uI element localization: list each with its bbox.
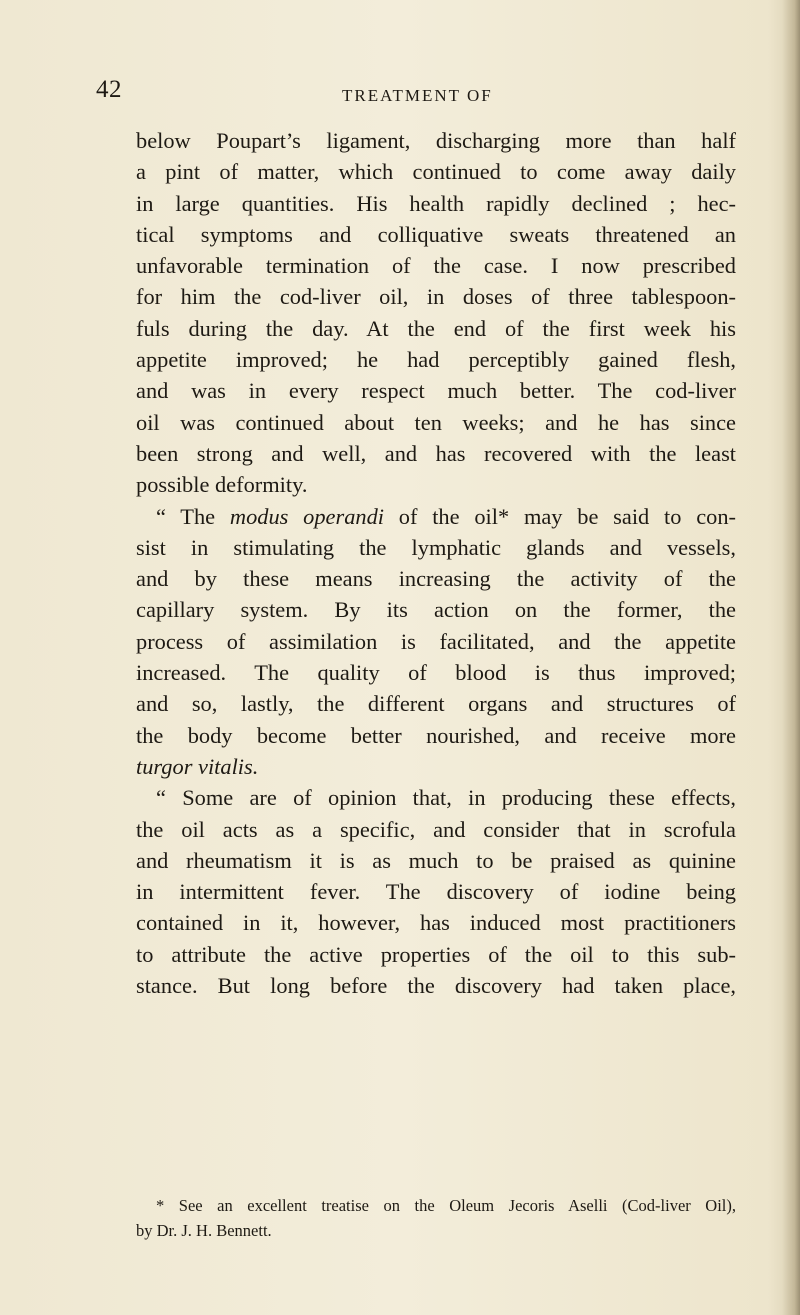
footnote-line: by Dr. J. H. Bennett. [136,1221,272,1240]
text-line: to attribute the active properties of the oil to this sub- [136,941,736,967]
footnote-line: * See an excellent treatise on the Oleum Jecoris Aselli (Cod-liver Oil), [156,1196,736,1215]
text-line: appetite improved; he had perceptibly gained flesh, [136,347,736,373]
text-line: the body become better nourished, and receive more [136,722,736,748]
text-line: and so, lastly, the different organs and structures of [136,691,736,717]
text-line: been strong and well, and has recovered with the least [136,440,736,466]
text-line-modus-operandi: “ The modus operandi of the oil* may be said to con- [156,503,736,529]
text-line: capillary system. By its action on the former, the [136,597,736,623]
text-line: stance. But long before the discovery had taken place, [136,973,736,999]
text-line: fuls during the day. At the end of the first week his [136,315,736,341]
text-line: a pint of matter, which continued to come away daily [136,159,736,185]
text-line: and was in every respect much better. The cod-liver [136,378,736,404]
text-line: and rheumatism it is as much to be praised as quinine [136,847,736,873]
page-header [96,76,736,112]
body-text [136,125,736,1001]
footnote [136,1193,736,1243]
text-line: and by these means increasing the activity of the [136,566,736,592]
running-head: TREATMENT OF [342,86,493,105]
text-line: “ Some are of opinion that, in producing these effects, [156,785,736,811]
text-line: tical symptoms and colliquative sweats threatened an [136,221,736,247]
text-line: below Poupart’s ligament, discharging more than half [136,128,736,153]
text-line: for him the cod-liver oil, in doses of three tablespoon- [136,284,736,310]
text-line: in intermittent fever. The discovery of iodine being [136,879,736,905]
italic-phrase: turgor vitalis. [136,753,259,779]
text-line: sist in stimulating the lymphatic glands and vessels, [136,534,736,560]
text-line-turgor-vitalis [136,751,736,782]
text-line: possible deformity. [136,472,308,498]
text-line: increased. The quality of blood is thus improved; [136,660,736,686]
page-number: 42 [96,76,122,103]
text-line: oil was continued about ten weeks; and he has since [136,409,736,435]
text-line: unfavorable termination of the case. I now prescribed [136,253,736,279]
text-line: process of assimilation is facilitated, and the appetite [136,628,736,654]
text-line: contained in it, however, has induced most practitioners [136,910,736,936]
text-line: the oil acts as a specific, and consider that in scrofula [136,816,736,842]
text-line: in large quantities. His health rapidly declined ; hec- [136,190,736,216]
page-edge-shadow [782,0,800,1315]
italic-phrase: modus operandi [229,503,384,529]
